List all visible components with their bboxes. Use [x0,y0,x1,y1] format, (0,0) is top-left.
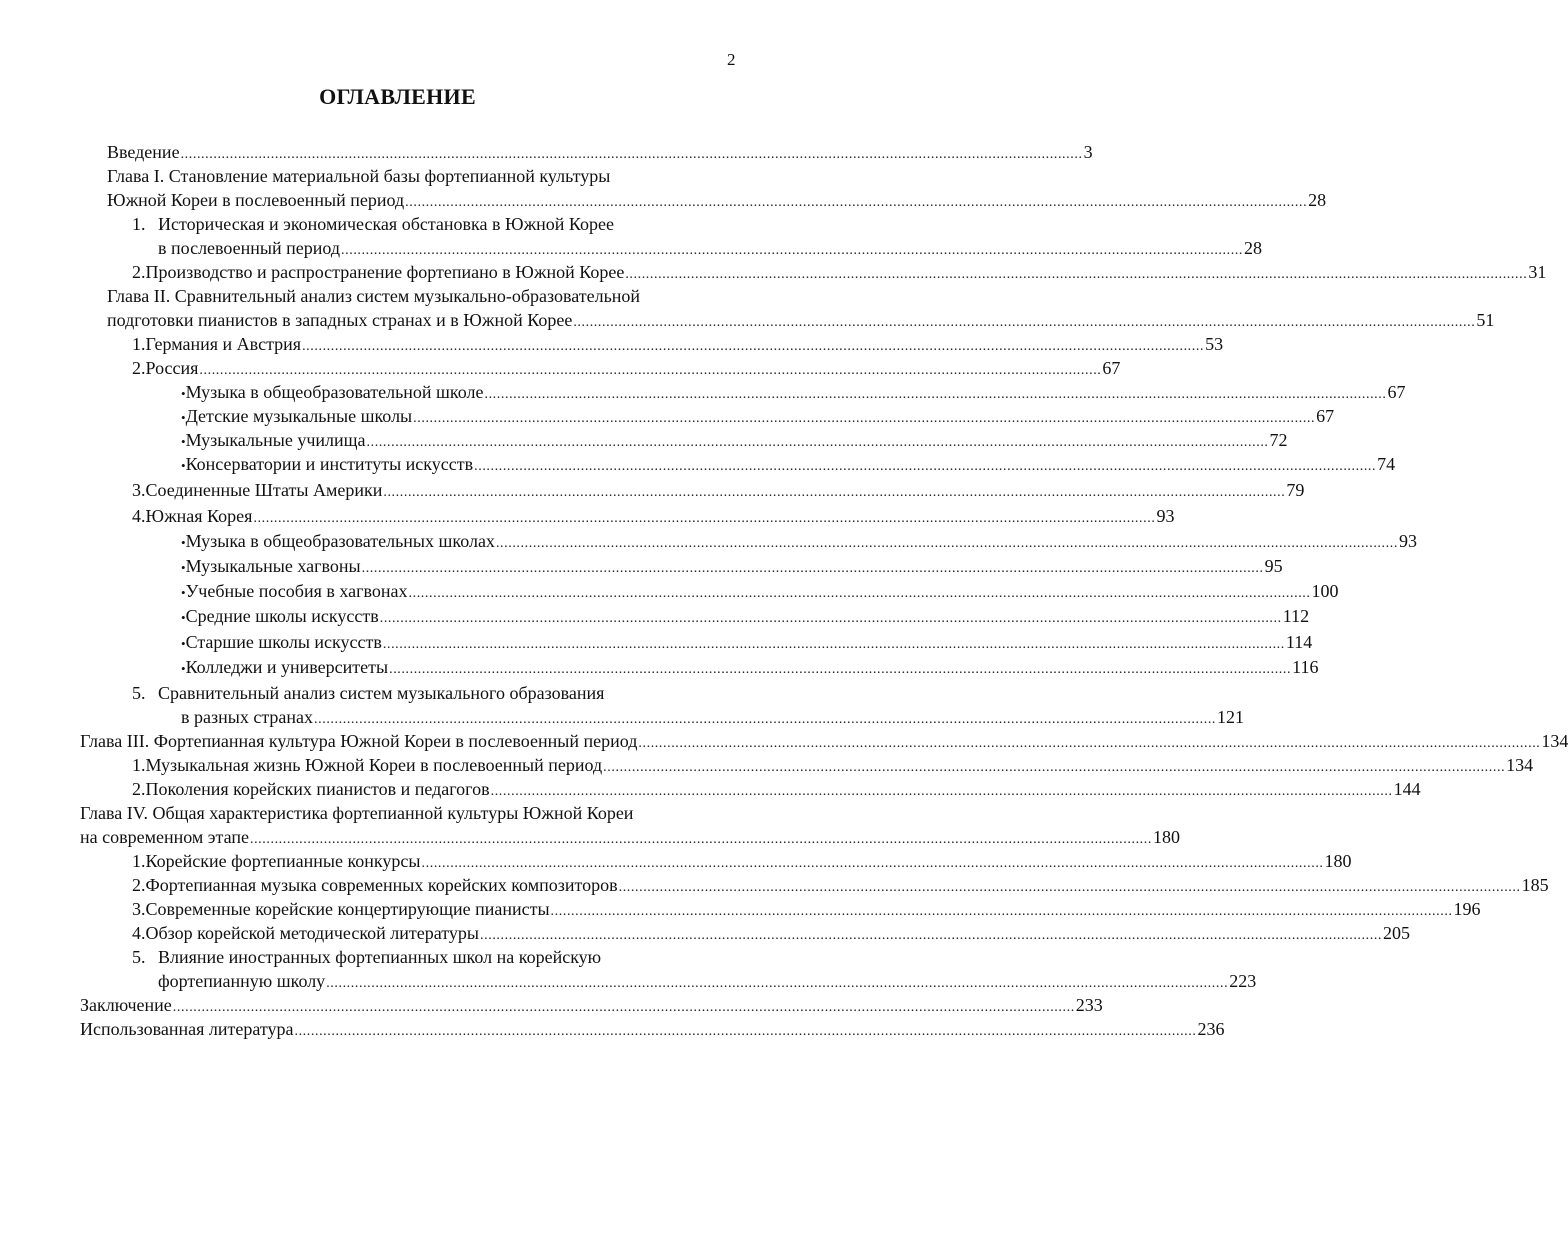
toc-subsection-korea-2[interactable] [181,554,1283,581]
toc-chapter-1[interactable] [107,188,1327,215]
leader-dots: ............................................................................................................................................................................................................................ [550,904,1453,919]
toc-section-2-2[interactable] [132,356,1121,383]
toc-entry-label: Историческая и экономическая обстановка в Южной Корее [158,214,615,234]
toc-entry-page: 134 [1541,731,1568,751]
leader-dots: ............................................................................................................................................................................................................................ [366,435,1269,450]
toc-chapter-4[interactable] [80,825,1180,852]
toc-entry-label: Влияние иностранных фортепианных школ на корейскую [158,947,602,967]
toc-entry-label: Музыка в общеобразовательной школе [185,382,484,402]
leader-dots: ............................................................................................................................................................................................................................ [180,147,1083,162]
leader-dots: ............................................................................................................................................................................................................................ [490,784,1393,799]
toc-entry-label: Обзор корейской методической литературы [145,923,480,943]
toc-entry-page: 134 [1506,755,1534,775]
toc-entry-page: 28 [1244,238,1263,258]
section-number: 5. [132,683,146,703]
toc-chapter-2[interactable] [107,308,1495,335]
toc-entry-label: Россия [145,358,199,378]
toc-section-4-5[interactable] [158,969,1257,996]
toc-chapter-4-line1[interactable]: Глава IV. Общая характеристика фортепианной культуры Южной Кореи [80,803,634,823]
section-number: 1. [132,214,146,234]
leader-dots: ............................................................................................................................................................................................................................ [361,561,1264,576]
section-number: 1. [132,334,146,354]
toc-entry-page: 95 [1264,556,1283,576]
toc-entry-label: на современном этапе [80,827,249,847]
toc-entry-label: Фортепианная музыка современных корейских композиторов [145,875,618,895]
leader-dots: ............................................................................................................................................................................................................................ [495,536,1398,551]
toc-entry-label: Соединенные Штаты Америки [145,480,383,500]
toc-entry-label: в послевоенный период [158,238,341,258]
toc-section-1-1-line1[interactable] [132,212,614,236]
section-number: 2. [132,358,146,378]
leader-dots: ............................................................................................................................................................................................................................ [638,736,1541,751]
toc-entry-label: Современные корейские концертирующие пианисты [145,899,550,919]
toc-subsection-korea-1[interactable] [181,529,1417,556]
toc-section-4-3[interactable] [132,897,1481,924]
toc-entry-label: Музыка в общеобразовательных школах [185,531,495,551]
toc-section-2-3[interactable] [132,478,1305,505]
toc-entry-label: Музыкальные училища [185,430,366,450]
bullet-icon: • [181,636,186,651]
toc-subsection-russia-4[interactable] [181,452,1396,479]
section-number: 3. [132,480,146,500]
toc-section-3-2[interactable] [132,777,1421,804]
toc-entry-page: 79 [1286,480,1305,500]
bullet-icon: • [181,410,186,425]
section-number: 4. [132,923,146,943]
section-number: 1. [132,851,146,871]
toc-entry-label: Южная Корея [145,506,253,526]
toc-subsection-russia-3[interactable] [181,428,1288,455]
toc-entry-label: фортепианную школу [158,971,326,991]
toc-entry-label: Консерватории и институты искусств [185,454,474,474]
bullet-icon: • [181,560,186,575]
toc-entry-page: 53 [1205,334,1224,354]
leader-dots: ............................................................................................................................................................................................................................ [405,195,1308,210]
toc-entry-label: в разных странах [181,707,314,727]
leader-dots: ............................................................................................................................................................................................................................ [249,832,1152,847]
bullet-icon: • [181,386,186,401]
leader-dots: ............................................................................................................................................................................................................................ [474,459,1377,474]
toc-entry-label: Музыкальные хагвоны [185,556,361,576]
bullet-icon: • [181,585,186,600]
toc-entry-label: Введение [107,142,180,162]
section-number: 4. [132,506,146,526]
leader-dots: ............................................................................................................................................................................................................................ [408,586,1311,601]
toc-entry-conclusion[interactable] [80,993,1103,1020]
toc-entry-intro[interactable] [107,140,1093,167]
section-number: 2. [132,262,146,282]
toc-entry-page: 144 [1393,779,1421,799]
toc-subsection-russia-1[interactable] [181,380,1406,407]
toc-entry-page: 51 [1476,310,1495,330]
toc-entry-label: подготовки пианистов в западных странах и в Южной Корее [107,310,573,330]
bullet-icon: • [181,661,186,676]
bullet-icon: • [181,458,186,473]
toc-entry-page: 121 [1217,707,1245,727]
toc-section-4-2[interactable] [132,873,1549,900]
toc-chapter-1-line1[interactable]: Глава I. Становление материальной базы фортепианной культуры [107,166,611,186]
toc-section-2-5[interactable] [181,705,1245,732]
leader-dots: ............................................................................................................................................................................................................................ [421,856,1324,871]
leader-dots: ............................................................................................................................................................................................................................ [573,315,1476,330]
leader-dots: ............................................................................................................................................................................................................................ [618,880,1521,895]
toc-entry-label: Средние школы искусств [185,606,379,626]
toc-entry-page: 180 [1324,851,1352,871]
section-number: 1. [132,755,146,775]
toc-entry-page: 233 [1075,995,1103,1015]
leader-dots: ............................................................................................................................................................................................................................ [603,760,1506,775]
section-number: 3. [132,899,146,919]
toc-entry-label: Музыкальная жизнь Южной Кореи в послевоенный период [145,755,603,775]
toc-entry-page: 114 [1285,632,1313,652]
leader-dots: ............................................................................................................................................................................................................................ [383,485,1286,500]
toc-entry-label: Корейские фортепианные конкурсы [145,851,421,871]
toc-section-4-1[interactable] [132,849,1352,876]
toc-entry-page: 185 [1521,875,1549,895]
section-number: 2. [132,875,146,895]
bullet-icon: • [181,535,186,550]
toc-chapter-3[interactable] [80,729,1568,756]
toc-section-1-1[interactable] [158,236,1263,263]
toc-entry-page: 67 [1316,406,1335,426]
toc-entry-page: 67 [1387,382,1406,402]
leader-dots: ............................................................................................................................................................................................................................ [294,1024,1197,1039]
section-number: 5. [132,947,146,967]
bullet-icon: • [181,434,186,449]
leader-dots: ............................................................................................................................................................................................................................ [382,637,1285,652]
toc-entry-label: Германия и Австрия [145,334,302,354]
toc-entry-page: 31 [1528,262,1547,282]
toc-chapter-2-line1[interactable]: Глава II. Сравнительный анализ систем музыкально-образовательной [107,286,641,306]
leader-dots: ............................................................................................................................................................................................................................ [625,267,1528,282]
bullet-icon: • [181,610,186,625]
toc-entry-page: 72 [1269,430,1288,450]
toc-entry-label: Южной Кореи в послевоенный период [107,190,405,210]
toc-entry-label: Поколения корейских пианистов и педагогов [145,779,490,799]
toc-entry-page: 116 [1292,657,1319,677]
toc-section-2-5-line1[interactable] [132,681,604,705]
leader-dots: ............................................................................................................................................................................................................................ [172,1000,1075,1015]
toc-entry-page: 93 [1156,506,1175,526]
toc-entry-label: Старшие школы искусств [185,632,382,652]
page-number: 2 [727,50,736,69]
toc-entry-label: Сравнительный анализ систем музыкального образования [158,683,605,703]
toc-entry-page: 236 [1197,1019,1225,1039]
toc-entry-page: 3 [1083,142,1093,162]
toc-section-2-4[interactable] [132,504,1175,531]
toc-section-4-4[interactable] [132,921,1411,948]
toc-section-3-1[interactable] [132,753,1534,780]
leader-dots: ............................................................................................................................................................................................................................ [326,976,1229,991]
leader-dots: ............................................................................................................................................................................................................................ [389,662,1292,677]
toc-subsection-korea-3[interactable] [181,579,1339,606]
toc-entry-page: 196 [1453,899,1481,919]
toc-entry-page: 223 [1229,971,1257,991]
toc-entry-page: 100 [1311,581,1339,601]
toc-subsection-korea-5[interactable] [181,630,1313,657]
leader-dots: ............................................................................................................................................................................................................................ [484,387,1387,402]
toc-entry-label: Использованная литература [80,1019,294,1039]
leader-dots: ............................................................................................................................................................................................................................ [199,363,1102,378]
leader-dots: ............................................................................................................................................................................................................................ [314,712,1217,727]
section-number: 2. [132,779,146,799]
toc-section-1-2[interactable] [132,260,1547,287]
toc-entry-page: 67 [1102,358,1121,378]
leader-dots: ............................................................................................................................................................................................................................ [379,611,1282,626]
leader-dots: ............................................................................................................................................................................................................................ [413,411,1316,426]
leader-dots: ............................................................................................................................................................................................................................ [341,243,1244,258]
toc-entry-label: Детские музыкальные школы [185,406,413,426]
toc-entry-label: Заключение [80,995,172,1015]
leader-dots: ............................................................................................................................................................................................................................ [253,511,1156,526]
toc-entry-page: 93 [1398,531,1417,551]
toc-entry-page: 112 [1282,606,1310,626]
toc-entry-label: Колледжи и университеты [185,657,389,677]
toc-entry-label: Учебные пособия в хагвонах [185,581,408,601]
toc-entry-label: Производство и распространение фортепиано в Южной Корее [145,262,625,282]
toc-entry-page: 28 [1308,190,1327,210]
page-title: ОГЛАВЛЕНИЕ [319,84,476,109]
toc-entry-label: Глава III. Фортепианная культура Южной Кореи в послевоенный период [80,731,638,751]
toc-section-2-1[interactable] [132,332,1224,359]
toc-entry-page: 180 [1152,827,1180,847]
leader-dots: ............................................................................................................................................................................................................................ [302,339,1205,354]
toc-entry-page: 74 [1377,454,1396,474]
toc-section-4-5-line1[interactable] [132,945,601,969]
leader-dots: ............................................................................................................................................................................................................................ [480,928,1383,943]
toc-entry-page: 205 [1383,923,1411,943]
toc-subsection-korea-6[interactable] [181,655,1319,682]
toc-subsection-russia-2[interactable] [181,404,1335,431]
toc-subsection-korea-4[interactable] [181,604,1310,631]
toc-entry-literature[interactable] [80,1017,1225,1044]
